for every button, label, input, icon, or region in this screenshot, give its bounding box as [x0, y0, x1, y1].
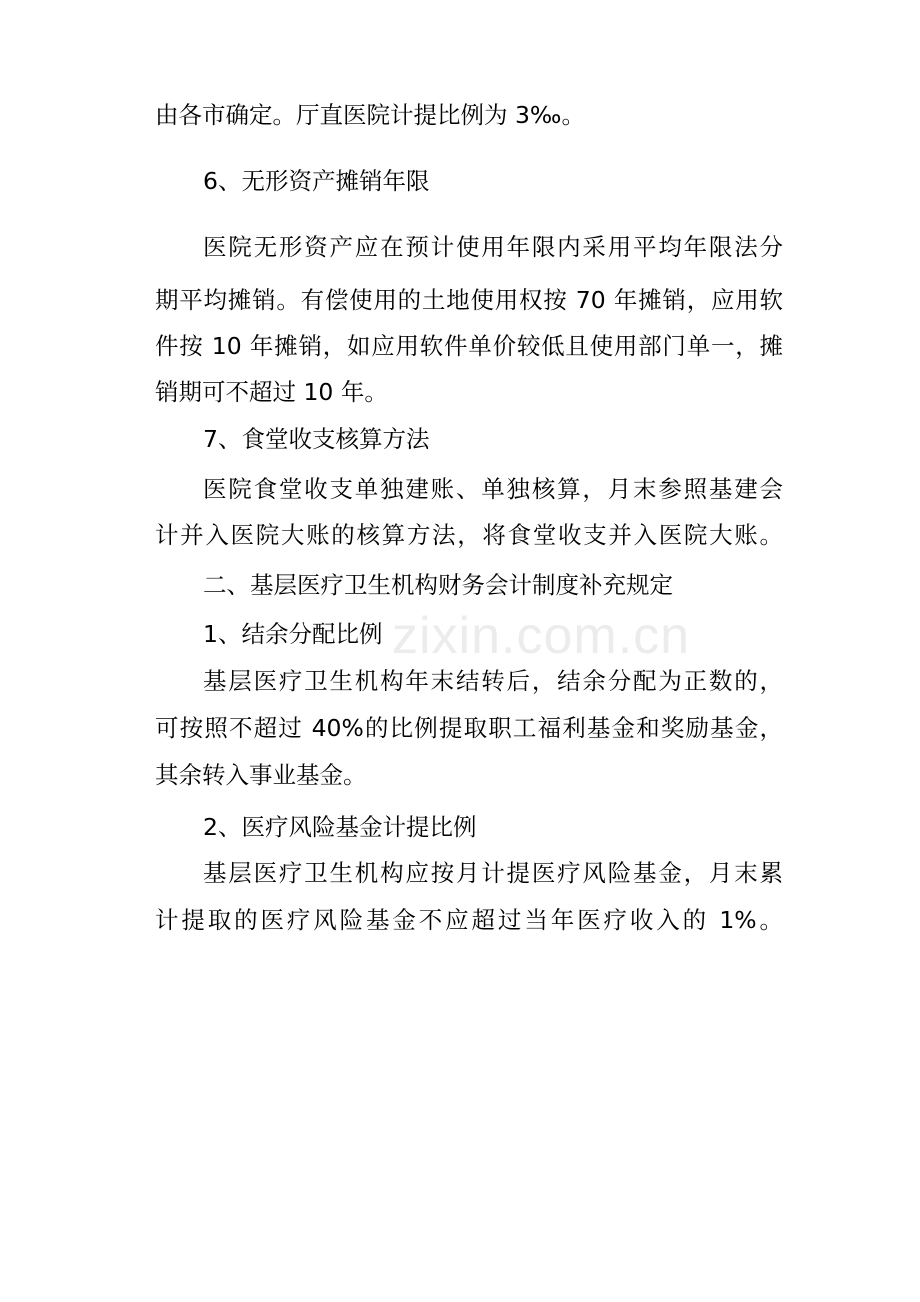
paragraph-line: 基层医疗卫生机构应按月计提医疗风险基金，月末累 [203, 859, 783, 887]
paragraph-line: 基层医疗卫生机构年末结转后，结余分配为正数的， [203, 667, 783, 695]
paragraph-line: 由各市确定。厅直医院计提比例为 3‰。 [155, 101, 585, 129]
paragraph-line: 其余转入事业基金。 [155, 761, 367, 789]
section-heading: 2、医疗风险基金计提比例 [203, 813, 477, 841]
paragraph-line: 计并入医院大账的核算方法，将食堂收支并入医院大账。 [155, 521, 783, 549]
paragraph-line: 期平均摊销。有偿使用的土地使用权按 70 年摊销，应用软 [155, 286, 783, 314]
paragraph-line: 医院食堂收支单独建账、单独核算，月末参照基建会 [203, 475, 783, 503]
paragraph-line: 件按 10 年摊销，如应用软件单价较低且使用部门单一，摊 [155, 332, 783, 360]
section-heading: 7、食堂收支核算方法 [203, 425, 430, 453]
paragraph-line: 计提取的医疗风险基金不应超过当年医疗收入的 1%。 [155, 906, 783, 934]
paragraph-line: 可按照不超过 40%的比例提取职工福利基金和奖励基金， [155, 714, 783, 742]
chapter-heading: 二、基层医疗卫生机构财务会计制度补充规定 [203, 571, 673, 599]
section-heading: 6、无形资产摊销年限 [203, 167, 430, 195]
paragraph-line: 销期可不超过 10 年。 [155, 378, 388, 406]
watermark-text: zixin.com.cn [392, 607, 691, 665]
section-heading: 1、结余分配比例 [203, 620, 383, 648]
paragraph-line: 医院无形资产应在预计使用年限内采用平均年限法分 [203, 233, 783, 261]
